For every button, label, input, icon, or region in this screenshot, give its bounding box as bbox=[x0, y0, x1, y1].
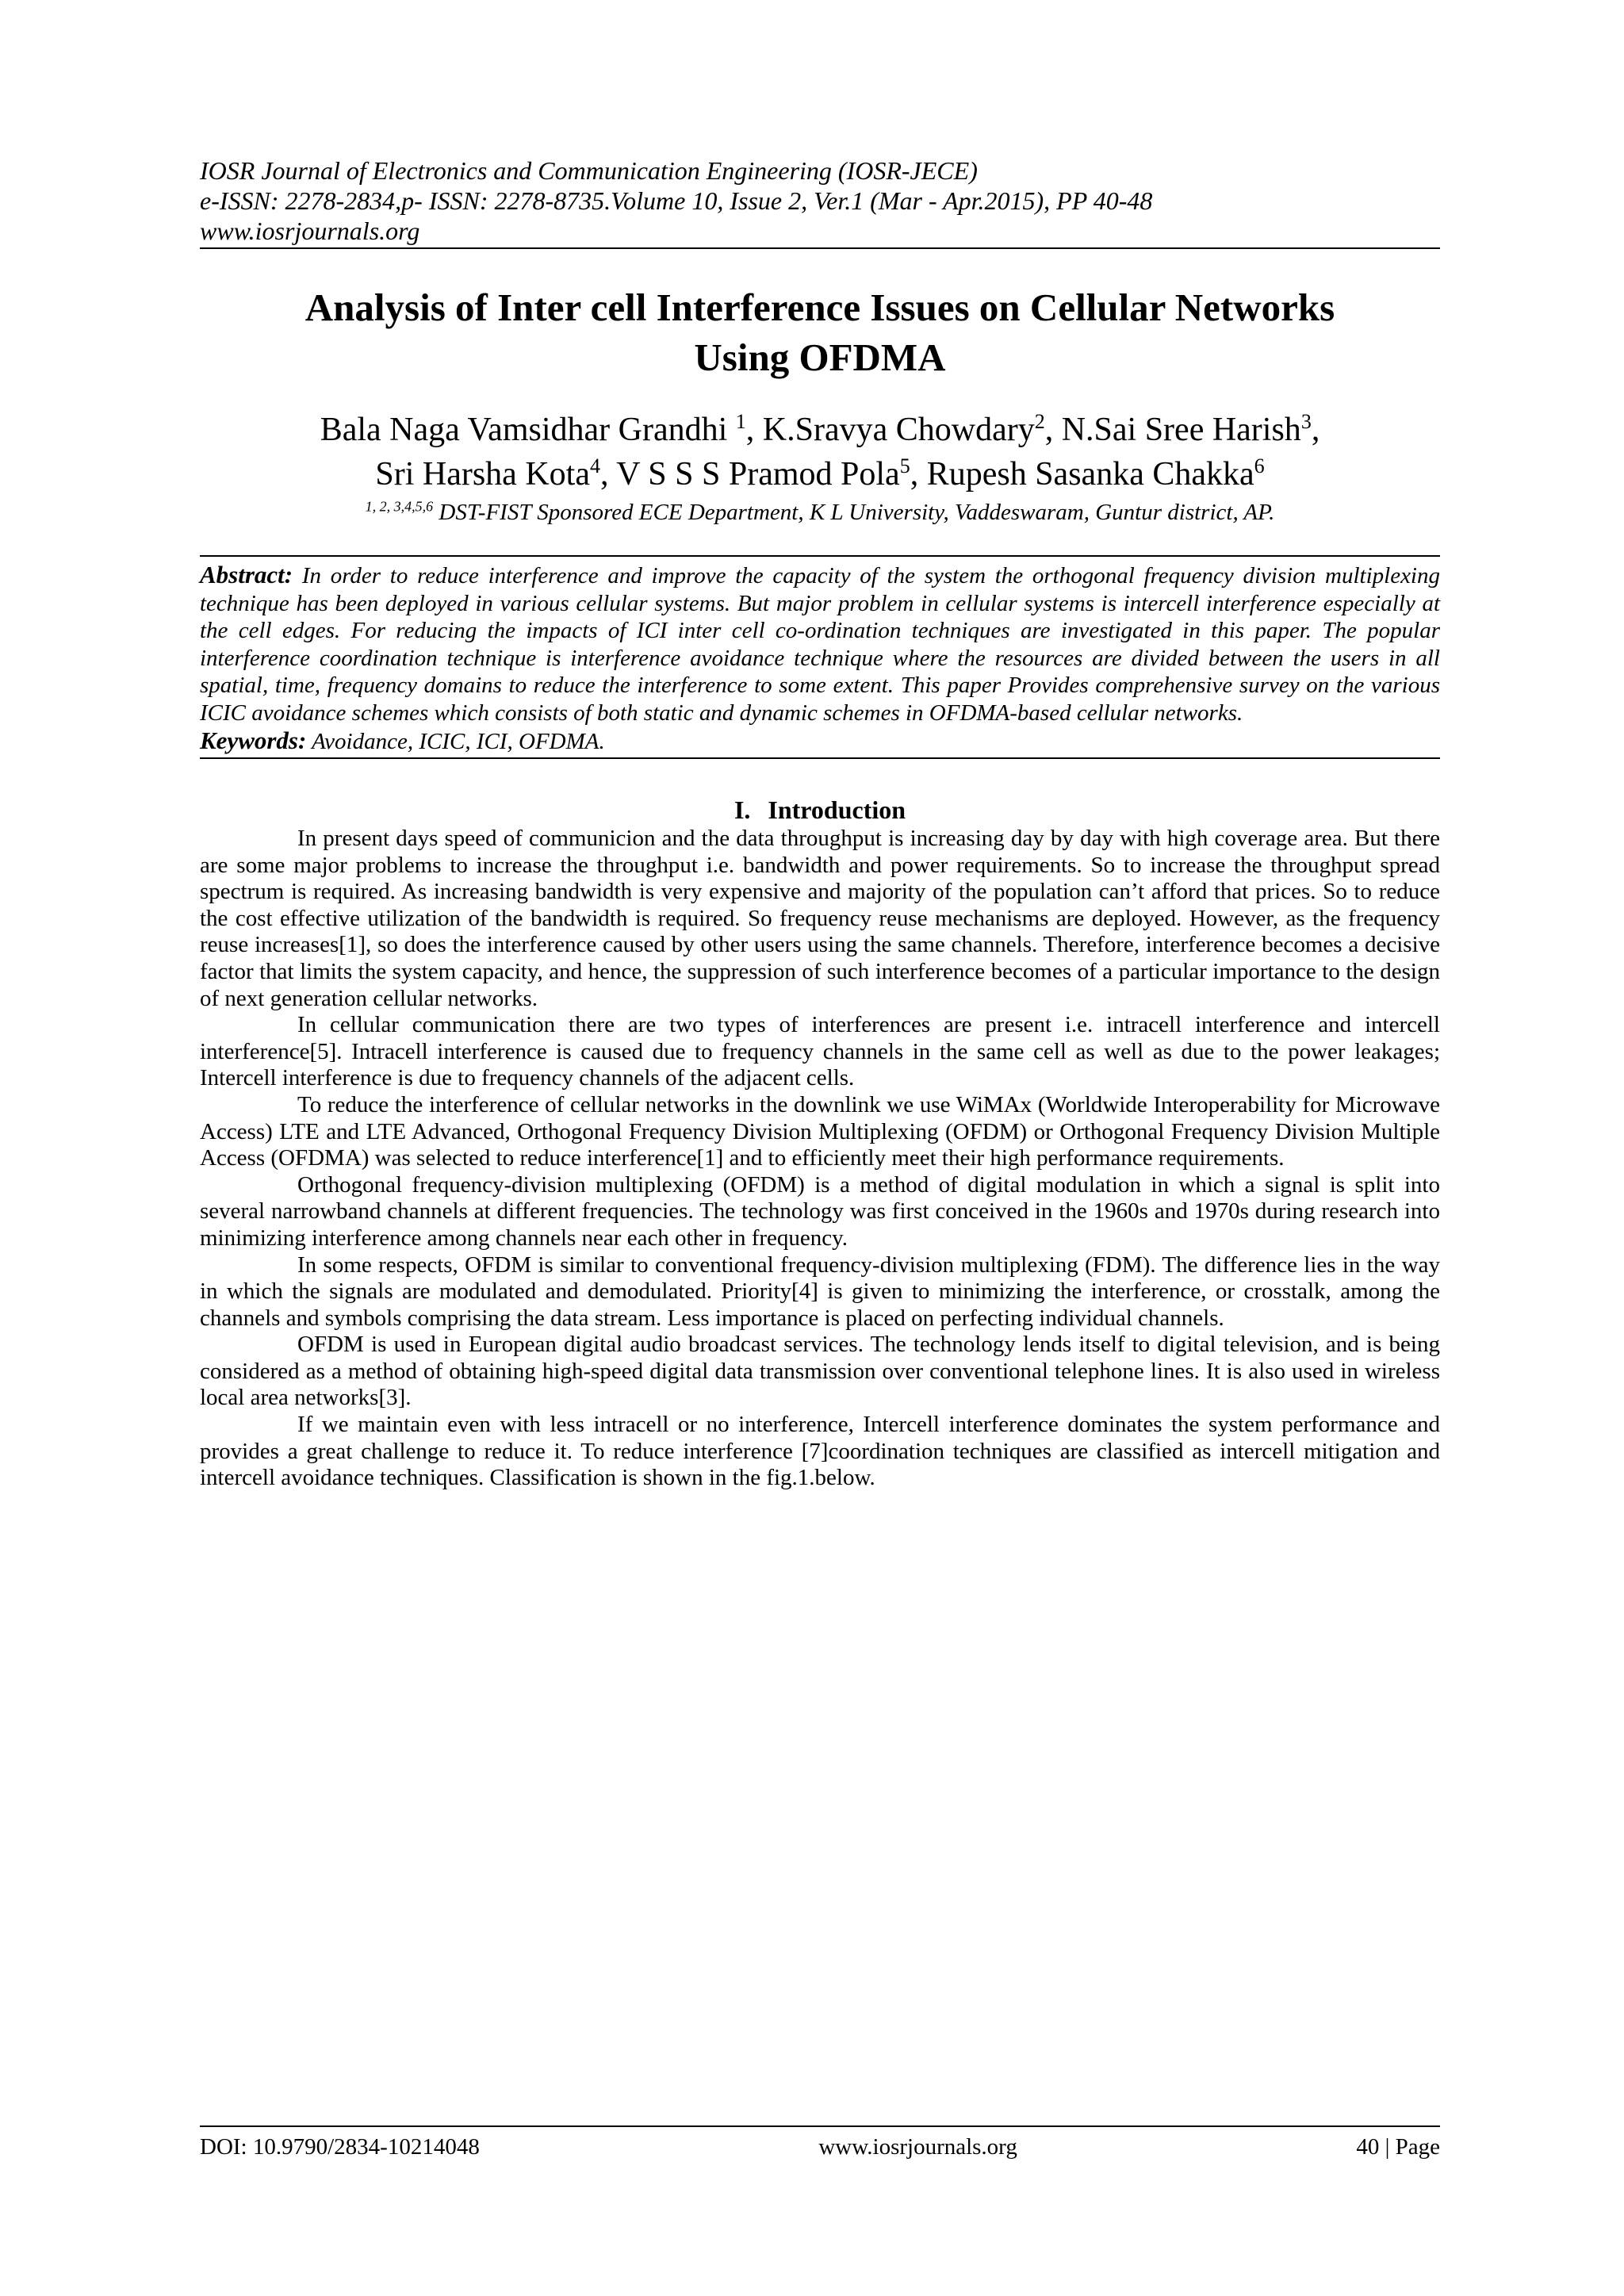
author-sup: 1 bbox=[735, 410, 746, 433]
page-content bbox=[200, 155, 1440, 1492]
keywords-label: Keywords: bbox=[200, 726, 307, 754]
author-list bbox=[200, 408, 1440, 496]
title-line-2: Using OFDMA bbox=[694, 335, 946, 379]
footer-website: www.iosrjournals.org bbox=[818, 2134, 1017, 2160]
author-name: Rupesh Sasanka Chakka bbox=[926, 456, 1254, 493]
author-sup: 4 bbox=[589, 454, 600, 477]
journal-website: www.iosrjournals.org bbox=[200, 217, 420, 245]
paper-title bbox=[200, 282, 1440, 382]
footer-page-number: 40 | Page bbox=[1356, 2134, 1440, 2160]
keywords bbox=[200, 726, 1440, 756]
abstract-text: In order to reduce interference and improve the capacity of the system the orthogonal frequency division multiplexing technique has been deployed in various cellular systems. But major problem in cellular systems is intercell interference especially at the cell edges. For reducing the impacts of ICI inter cell co-ordination techniques are investigated in this paper. The popular interference coordination technique is interference avoidance technique where the resources are divided between the users in all spatial, time, frequency domains to reduce the interference to some extent. This paper Provides comprehensive survey on the various ICIC avoidance schemes which consists of both static and dynamic schemes in OFDMA-based cellular networks. bbox=[200, 563, 1440, 726]
title-line-1: Analysis of Inter cell Interference Issues on Cellular Networks bbox=[304, 286, 1335, 329]
journal-name: IOSR Journal of Electronics and Communication Engineering (IOSR-JECE) bbox=[200, 156, 978, 185]
keywords-text: Avoidance, ICIC, ICI, OFDMA. bbox=[312, 729, 605, 754]
paragraph: OFDM is used in European digital audio broadcast services. The technology lends itself to digital television, and is being considered as a method of obtaining high-speed digital data transmission over conventional telephone lines. It is also used in wireless local area networks[3]. bbox=[200, 1332, 1440, 1411]
paragraph: In some respects, OFDM is similar to conventional frequency-division multiplexing (FDM). The difference lies in the way in which the signals are modulated and demodulated. Priority[4] is given to minimizing the interference, or crosstalk, among the channels and symbols comprising the data stream. Less importance is placed on perfecting individual channels. bbox=[200, 1251, 1440, 1331]
author-line-1: Bala Naga Vamsidhar Grandhi $^1$, K.Sravya Chowdary$^2$, N.Sai Sree Harish$^3$, bbox=[320, 410, 1320, 448]
section-body bbox=[200, 826, 1440, 1492]
paragraph: In cellular communication there are two types of interferences are present i.e. intracell interference and intercell interference[5]. Intracell interference is caused due to frequency channels in the same cell as well as due to the power leakages; Intercell interference is due to frequency channels of the adjacent cells. bbox=[200, 1012, 1440, 1091]
header-rule bbox=[200, 247, 1440, 249]
footer-row bbox=[200, 2132, 1440, 2162]
issn-line: e-ISSN: 2278-2834,p- ISSN: 2278-8735.Volume 10, Issue 2, Ver.1 (Mar - Apr.2015), PP 40-48 bbox=[200, 186, 1153, 215]
author-name: Bala Naga Vamsidhar Grandhi bbox=[320, 412, 736, 448]
abstract bbox=[200, 562, 1440, 726]
author-sup: 3 bbox=[1300, 410, 1312, 433]
paragraph: In present days speed of communicion and the data throughput is increasing day by day with high coverage area. But there are some major problems to increase the throughput i.e. bandwidth and power requirements. So to increase the throughput spread spectrum is required. As increasing bandwidth is very expensive and majority of the population can’t afford that prices. So to reduce the cost effective utilization of the bandwidth is required. So frequency reuse mechanisms are deployed. However, as the frequency reuse increases[1], so does the interference caused by other users using the same channels. Therefore, interference becomes a decisive factor that limits the system capacity, and hence, the suppression of such interference becomes of a particular importance to the design of next generation cellular networks. bbox=[200, 826, 1440, 1011]
paragraph: If we maintain even with less intracell or no interference, Intercell interference dominates the system performance and provides a great challenge to reduce it. To reduce interference [7]coordination techniques are classified as intercell mitigation and intercell avoidance techniques. Classification is shown in the fig.1.below. bbox=[200, 1412, 1440, 1491]
footer-rule bbox=[200, 2125, 1440, 2127]
section-number: I. bbox=[733, 795, 751, 824]
author-sup: 5 bbox=[899, 454, 910, 477]
author-name: N.Sai Sree Harish bbox=[1061, 412, 1301, 448]
paragraph: Orthogonal frequency-division multiplexing (OFDM) is a method of digital modulation in which a signal is split into several narrowband channels at different frequencies. The technology was first conceived in the 1960s and 1970s during research into minimizing interference among channels near each other in frequency. bbox=[200, 1171, 1440, 1251]
affiliation bbox=[200, 498, 1440, 527]
footer-doi: DOI: 10.9790/2834-10214048 bbox=[200, 2134, 480, 2160]
section-title: Introduction bbox=[768, 795, 906, 824]
abstract-bottom-rule bbox=[200, 757, 1440, 759]
section-heading bbox=[200, 794, 1440, 826]
author-line-2: Sri Harsha Kota$^4$, V S S S Pramod Pola$^5$, Rupesh Sasanka Chakka$^6$ bbox=[375, 454, 1265, 493]
paragraph: To reduce the interference of cellular networks in the downlink we use WiMAx (Worldwide Interoperability for Microwave Access) LTE and LTE Advanced, Orthogonal Frequency Division Multiplexing (OFDM) or Orthogonal Frequency Division Multiple Access (OFDMA) was selected to reduce interference[1] and to efficiently meet their high performance requirements. bbox=[200, 1091, 1440, 1171]
author-sup: 6 bbox=[1254, 454, 1265, 477]
abstract-label: Abstract: bbox=[200, 561, 293, 588]
author-name: Sri Harsha Kota bbox=[375, 456, 590, 493]
author-name: V S S S Pramod Pola bbox=[616, 456, 900, 493]
affiliation-sup: 1, 2, 3,4,5,6 bbox=[365, 498, 434, 515]
author-sup: 2 bbox=[1034, 410, 1045, 433]
page-footer bbox=[200, 2125, 1440, 2162]
abstract-top-rule bbox=[200, 555, 1440, 557]
author-name: K.Sravya Chowdary bbox=[762, 412, 1035, 448]
affiliation-text: DST-FIST Sponsored ECE Department, K L University, Vaddeswaram, Guntur district, AP. bbox=[439, 500, 1275, 525]
